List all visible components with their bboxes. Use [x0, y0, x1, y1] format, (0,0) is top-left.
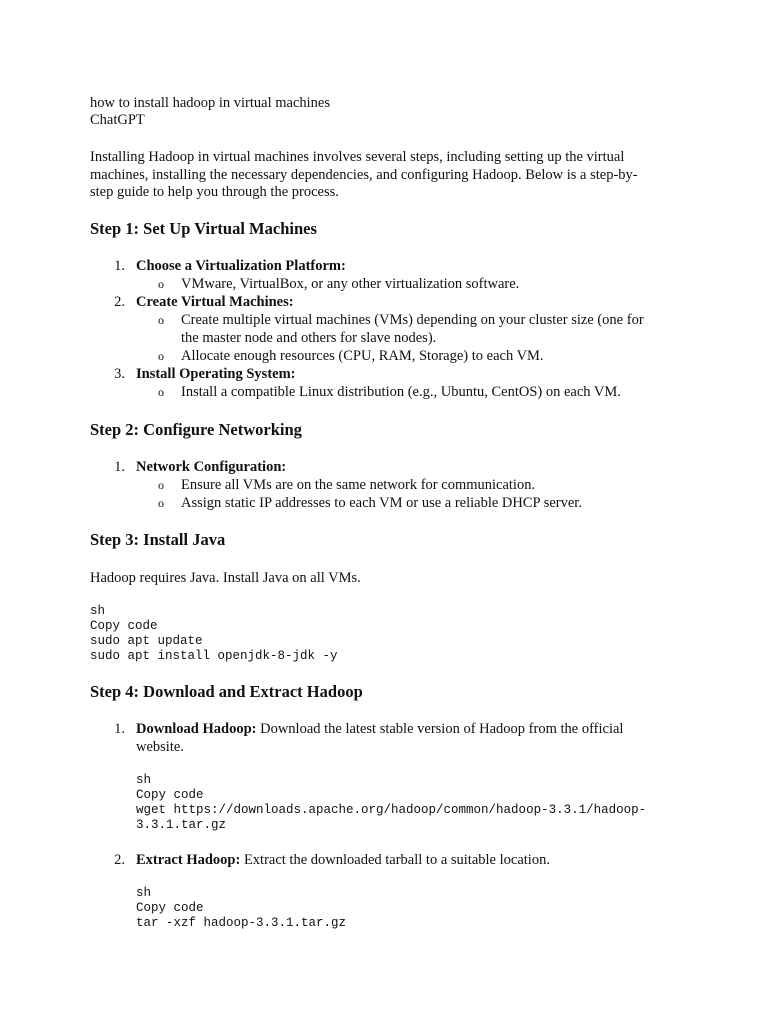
list-item-text: [136, 851, 550, 869]
code-line: sudo apt install openjdk-8-jdk -y: [90, 649, 338, 663]
code-line: wget https://downloads.apache.org/hadoop/common/hadoop-3.3.1/hadoop-: [136, 803, 647, 817]
prompt-text: how to install hadoop in virtual machines: [90, 95, 331, 111]
step2-heading: Step 2: Configure Networking: [90, 420, 302, 439]
code-line: 3.3.1.tar.gz: [136, 818, 227, 832]
bullet-text: Install a compatible Linux distribution (e.g., Ubuntu, CentOS) on each VM.: [181, 384, 621, 400]
step3-text: Hadoop requires Java. Install Java on all VMs.: [90, 570, 361, 586]
list-item-title: Create Virtual Machines:: [136, 294, 294, 310]
step3-heading: Step 3: Install Java: [90, 530, 226, 549]
code-lang-label: sh: [136, 886, 152, 900]
bullet-text: Allocate enough resources (CPU, RAM, Storage) to each VM.: [181, 348, 544, 364]
list-item-title: Choose a Virtualization Platform:: [136, 258, 346, 274]
step4-heading: Step 4: Download and Extract Hadoop: [90, 682, 363, 701]
list-item-title: Install Operating System:: [136, 366, 296, 382]
bullet-glyph: o: [158, 385, 164, 399]
copy-code-label: Copy code: [90, 619, 158, 633]
bullet-text-continued: the master node and others for slave nodes).: [181, 330, 437, 346]
bullet-glyph: o: [158, 478, 164, 492]
copy-code-label: Copy code: [136, 901, 204, 915]
list-number: 1.: [114, 721, 125, 737]
list-item-title: Extract Hadoop:: [136, 852, 241, 868]
code-lang-label: sh: [90, 604, 106, 618]
list-item-title: Download Hadoop:: [136, 721, 257, 737]
list-number: 1.: [114, 258, 125, 274]
bullet-text: Ensure all VMs are on the same network for communication.: [181, 477, 536, 493]
bullet-glyph: o: [158, 496, 164, 510]
code-line: sudo apt update: [90, 634, 203, 648]
list-item-description: Extract the downloaded tarball to a suitable location.: [240, 852, 550, 868]
intro-line-3: step guide to help you through the process.: [90, 184, 339, 200]
bullet-text: Assign static IP addresses to each VM or use a reliable DHCP server.: [181, 495, 582, 511]
list-number: 2.: [114, 852, 125, 868]
code-line: tar -xzf hadoop-3.3.1.tar.gz: [136, 916, 347, 930]
bullet-text: Create multiple virtual machines (VMs) depending on your cluster size (one for: [181, 312, 644, 328]
list-item-title: Network Configuration:: [136, 459, 287, 475]
intro-line-2: machines, installing the necessary dependencies, and configuring Hadoop. Below is a step-by-: [90, 167, 638, 183]
author-label: ChatGPT: [90, 112, 145, 128]
list-number: 2.: [114, 294, 125, 310]
intro-line-1: Installing Hadoop in virtual machines involves several steps, including setting up the virtual: [90, 149, 625, 165]
list-number: 3.: [114, 366, 125, 382]
code-lang-label: sh: [136, 773, 152, 787]
list-item-text-continued: website.: [136, 739, 184, 755]
copy-code-label: Copy code: [136, 788, 204, 802]
bullet-glyph: o: [158, 349, 164, 363]
bullet-glyph: o: [158, 313, 164, 327]
bullet-glyph: o: [158, 277, 164, 291]
list-number: 1.: [114, 459, 125, 475]
list-item-description: Download the latest stable version of Hadoop from the official: [256, 721, 624, 737]
step1-heading: Step 1: Set Up Virtual Machines: [90, 219, 317, 238]
list-item-text: [136, 720, 623, 738]
bullet-text: VMware, VirtualBox, or any other virtualization software.: [181, 276, 520, 292]
